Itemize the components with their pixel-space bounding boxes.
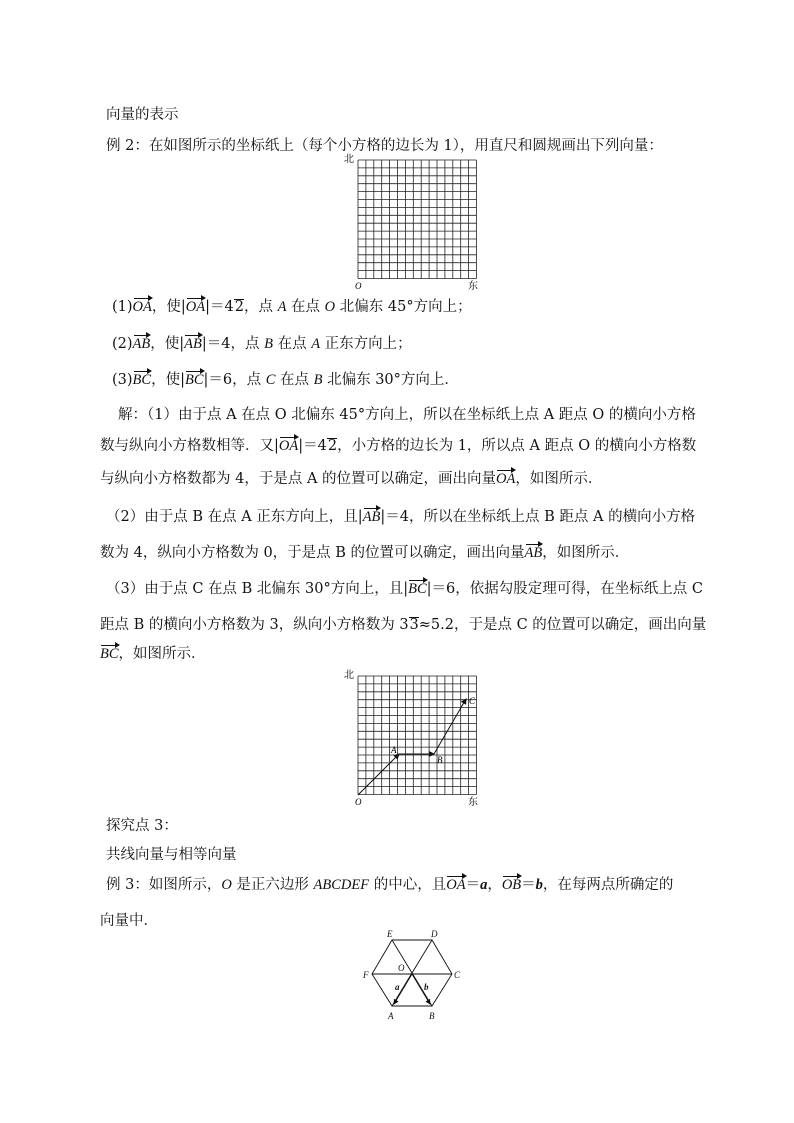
vector-b-label: b — [424, 982, 429, 992]
north-label: 北 — [344, 154, 354, 165]
grid-figure-vectors — [340, 668, 490, 808]
vertex-d-label: D — [431, 929, 438, 939]
solution-3-line-2: 距点 B 的横向小方格数为 3，纵向小方格数为 33≈5.2，于是点 C 的位置可以确定，画出向量 — [100, 617, 707, 633]
solution-2-line-1: （2）由于点 B 在点 A 正东方向上，且|AB|＝4，所以在坐标纸上点 B 距点 A 的横向小方格 — [106, 509, 696, 525]
north-label: 北 — [344, 670, 354, 681]
vertex-b-label: B — [429, 1011, 435, 1021]
example-3-line-2: 向量中． — [100, 913, 158, 929]
item-2: (2)AB，使|AB|＝4，点 B 在点 A 正东方向上； — [112, 336, 412, 352]
point-a-label: A — [391, 745, 397, 755]
east-label: 东 — [468, 797, 478, 808]
example-3-line-1: 例 3：如图所示，O 是正六边形 ABCDEF 的中心，且OA＝a，OB＝b，在每两点所确定的 — [106, 877, 674, 893]
east-label: 东 — [468, 281, 478, 292]
example-2-intro: 例 2：在如图所示的坐标纸上（每个小方格的边长为 1），用直尺和圆规画出下列向量： — [106, 138, 663, 154]
solution-3-line-3: BC，如图所示． — [100, 646, 206, 662]
solution-2-line-2: 数为 4，纵向小方格数为 0，于是点 B 的位置可以确定，画出向量AB，如图所示． — [100, 545, 630, 561]
vertex-a-label: A — [388, 1011, 394, 1021]
item-3: (3)BC，使|BC|＝6，点 C 在点 B 北偏东 30°方向上． — [112, 372, 459, 388]
vertex-e-label: E — [387, 929, 393, 939]
grid-lines — [358, 160, 477, 279]
vector-a-label: a — [395, 982, 400, 992]
center-o-label: O — [398, 963, 405, 973]
explore-point-3: 探究点 3： — [106, 818, 178, 834]
item-1: (1)OA，使|OA|＝42，点 A 在点 O 北偏东 45°方向上； — [112, 299, 472, 315]
section-heading-2: 共线向量与相等向量 — [106, 847, 237, 863]
grid-figure-empty — [340, 152, 490, 292]
solution-1-line-2: 数与纵向小方格数相等．又|OA|＝42，小方格的边长为 1，所以点 A 距点 O 的横向小方格数 — [100, 438, 697, 454]
origin-label: O — [355, 281, 362, 291]
vector-oa — [358, 754, 399, 795]
vertex-c-label: C — [454, 970, 461, 980]
solution-3-line-1: （3）由于点 C 在点 B 北偏东 30°方向上，且|BC|＝6，依据勾股定理可得，在坐标纸上点 C — [106, 581, 703, 597]
point-b-label: B — [437, 755, 443, 765]
vertex-f-label: F — [363, 970, 369, 980]
hexagon-figure — [358, 926, 468, 1026]
section-heading: 向量的表示 — [106, 107, 179, 123]
solution-1-line-3: 与纵向小方格数都为 4，于是点 A 的位置可以确定，画出向量OA，如图所示． — [100, 471, 603, 487]
origin-label: O — [355, 797, 362, 807]
solution-1-line-1: 解：（1）由于点 A 在点 O 北偏东 45°方向上，所以在坐标纸上点 A 距点 O 的横向小方格 — [118, 407, 696, 423]
point-c-label: C — [469, 696, 476, 706]
